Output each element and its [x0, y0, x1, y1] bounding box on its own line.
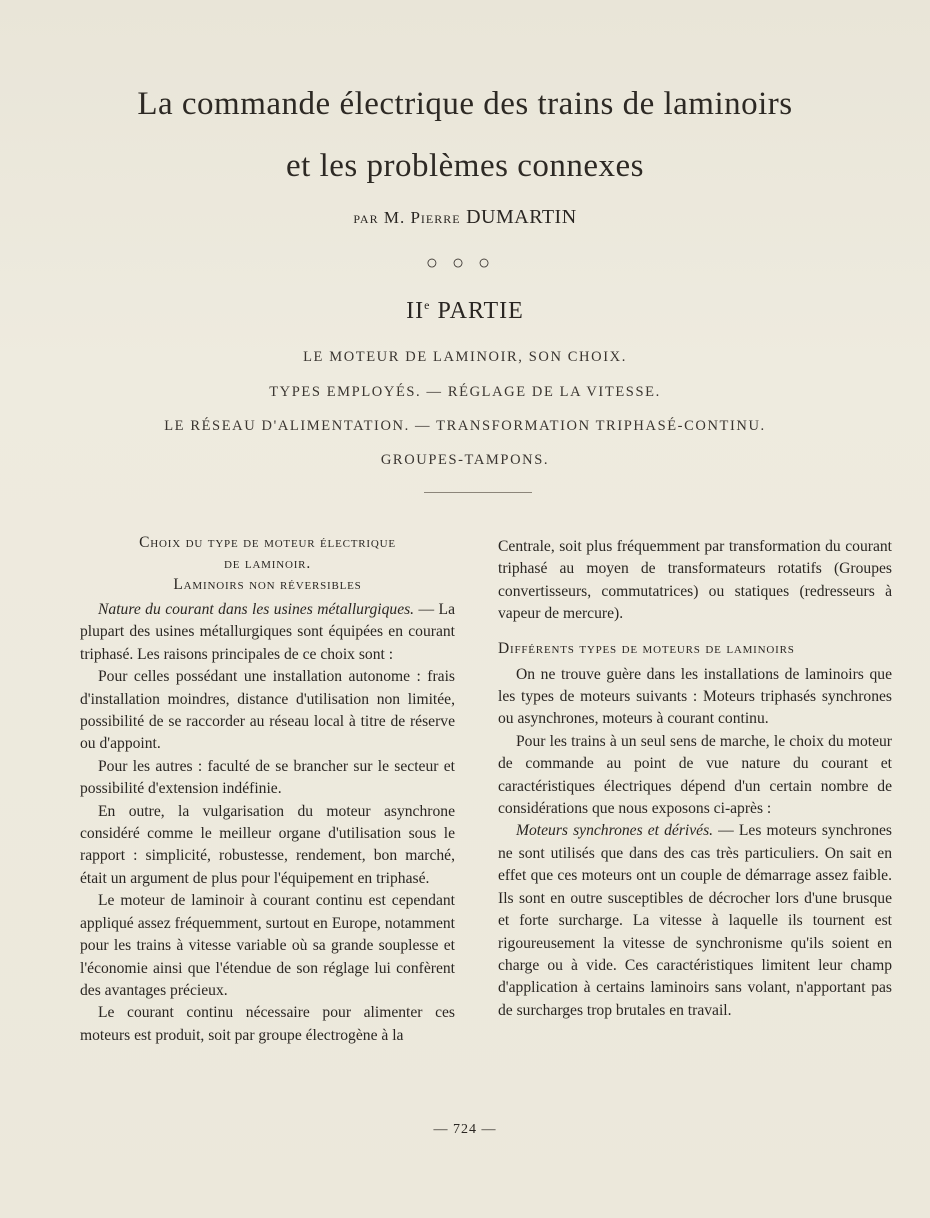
- subtitle-line-4: GROUPES-TAMPONS.: [380, 452, 550, 468]
- paragraph: [498, 820, 892, 1022]
- paragraph-lead-italic: Nature du courant dans les usines métallurgiques.: [98, 601, 415, 618]
- subtitle-line-2: TYPES EMPLOYÉS. — RÉGLAGE DE LA VITESSE.: [269, 384, 661, 400]
- part-superscript: e: [424, 298, 431, 312]
- page-number: — 724 —: [433, 1122, 497, 1137]
- heading-line: Laminoirs non réversibles: [173, 576, 362, 593]
- paragraph: En outre, la vulgarisation du moteur asynchrone considéré comme le meilleur organe d'utilisation sous le rapport : simplicité, robustesse, rendement, bon marché, était un argument de plus pour l'équipement en triphasé.: [80, 802, 455, 887]
- right-column: [498, 536, 892, 1022]
- section-heading-choix: [80, 532, 455, 595]
- paragraph: Centrale, soit plus fréquemment par transformation du courant triphasé au moyen de transformateurs rotatifs (Groupes convertisseurs, commutatrices) ou statiques (redresseurs à vapeur de mercure).: [498, 538, 892, 623]
- author-line: [0, 206, 930, 229]
- paragraph: Pour celles possédant une installation autonome : frais d'installation moindres, distance d'utilisation non limitée, possibilité de se raccorder au réseau local à titre de réserve ou d'appoint.: [80, 668, 455, 753]
- part-word: PARTIE: [437, 298, 524, 324]
- paragraph-text: — La plupart des usines métallurgiques sont équipées en courant triphasé. Les raisons principales de ce choix sont :: [80, 601, 456, 663]
- paragraph: Pour les trains à un seul sens de marche, le choix du moteur de commande au point de vue nature du courant et caractéristiques électriques dépend d'un certain nombre de considérations que nous exposons ci-après :: [498, 732, 892, 818]
- paragraph: Pour les autres : faculté de se brancher sur le secteur et possibilité d'extension indéfinie.: [80, 757, 455, 798]
- heading-line: de laminoir.: [223, 555, 311, 572]
- part-numeral: II: [406, 298, 425, 324]
- paragraph: [80, 599, 455, 666]
- paragraph: Le moteur de laminoir à courant continu est cependant appliqué assez fréquemment, surtout en Europe, notamment pour les trains à vitesse variable où sa grande souplesse et l'économie ainsi que l'étendue de son réglage lui confèrent des avantages précieux.: [80, 892, 455, 999]
- paragraph: Le courant continu nécessaire pour alimenter ces moteurs est produit, soit par groupe électrogène à la: [80, 1004, 455, 1044]
- left-column: [80, 532, 455, 1047]
- article-title-line-1: La commande électrique des trains de laminoirs: [137, 86, 793, 122]
- author-name: DUMARTIN: [466, 206, 577, 228]
- subtitle-line-3: LE RÉSEAU D'ALIMENTATION. — TRANSFORMATION TRIPHASÉ-CONTINU.: [164, 418, 766, 434]
- author-prefix: par M. Pierre: [353, 208, 461, 227]
- article-title-line-2: et les problèmes connexes: [286, 148, 644, 184]
- paragraph-lead-italic: Moteurs synchrones et dérivés.: [516, 822, 714, 840]
- paragraph-text: — Les moteurs synchrones ne sont utilisés que dans des cas très particuliers. On sait en effet que ces moteurs ont un couple de démarrage assez faible. Ils sont en outre susceptibles de décrocher lors d'une brusque et forte surcharge. La vitesse à laquelle ils tournent est rigoureusement la vitesse de synchronisme qu'ils soient en charge ou à vide. Ces caractéristiques limitent leur champ d'application à certains laminoirs sans volant, n'apportant pas de surcharges trop brutales en travail.: [498, 822, 892, 1019]
- paragraph: On ne trouve guère dans les installations de laminoirs que les types de moteurs suivants : Moteurs triphasés synchrones ou asynchrones, moteurs à courant continu.: [498, 665, 892, 728]
- section-heading-types: Différents types de moteurs de laminoirs: [498, 639, 795, 657]
- section-divider: [424, 492, 532, 493]
- heading-line: Choix du type de moteur électrique: [139, 534, 396, 551]
- ornament-circles: ○○○: [425, 252, 505, 274]
- part-heading: [0, 298, 930, 325]
- subtitle-line-1: LE MOTEUR DE LAMINOIR, SON CHOIX.: [303, 349, 627, 365]
